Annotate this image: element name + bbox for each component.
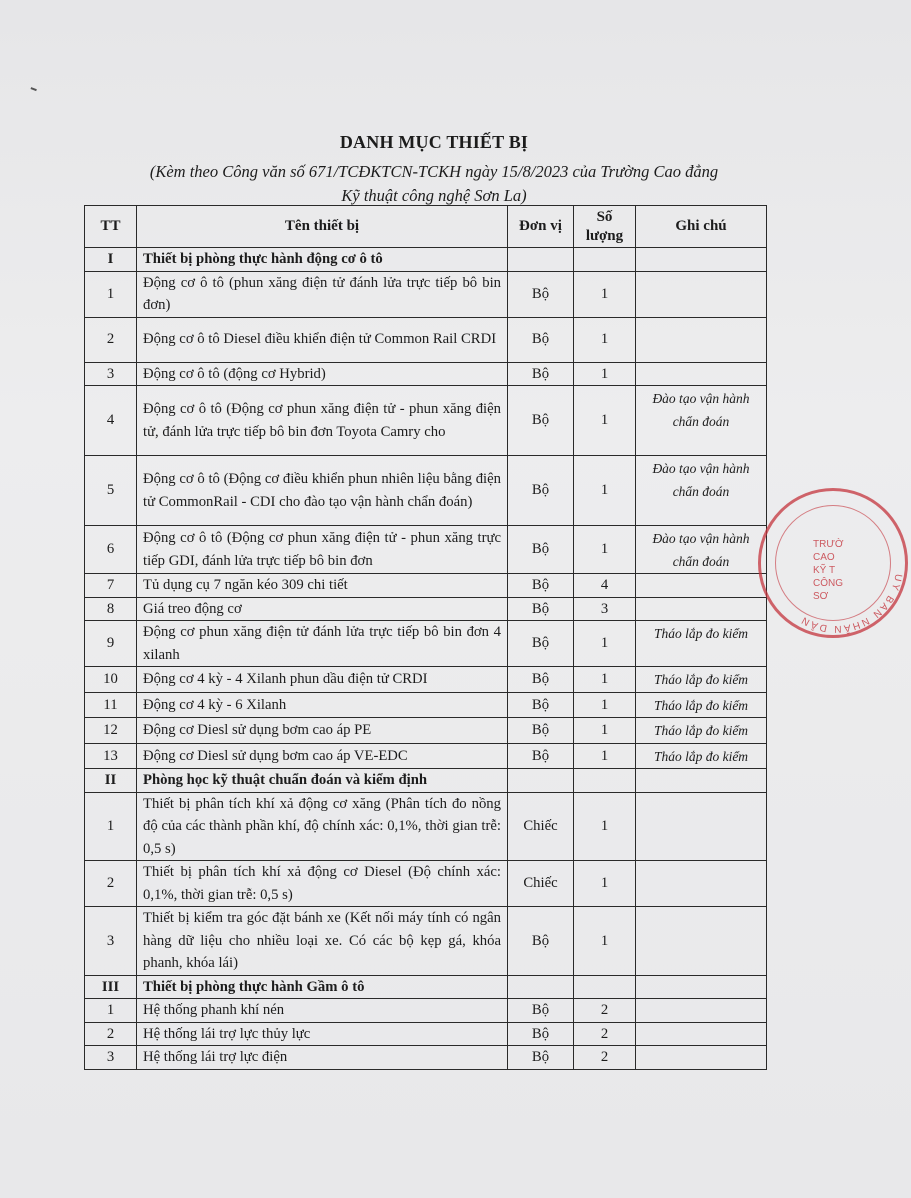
cell-tt: 10 <box>85 667 137 693</box>
table-row <box>85 743 767 769</box>
cell-note <box>636 792 767 861</box>
cell-tt: 4 <box>85 386 137 456</box>
cell-name: Hệ thống lái trợ lực điện <box>137 1046 508 1070</box>
cell-unit: Bộ <box>508 317 574 362</box>
cell-note <box>636 248 767 272</box>
cell-tt: 2 <box>85 861 137 907</box>
seal-graphic <box>761 491 911 641</box>
cell-name: Động cơ Diesl sử dụng bơm cao áp VE-EDC <box>137 743 508 769</box>
cell-unit: Bộ <box>508 1046 574 1070</box>
cell-unit: Bộ <box>508 597 574 621</box>
cell-qty <box>574 248 636 272</box>
cell-tt: I <box>85 248 137 272</box>
cell-unit: Bộ <box>508 718 574 744</box>
cell-name: Thiết bị phân tích khí xả động cơ xăng (Phân tích đo nồng độ của các thành phần khí, độ chính xác: 0,1%, thời gian trễ: 0,5 s) <box>137 792 508 861</box>
cell-note: Đào tạo vận hành chẩn đoán <box>636 526 767 574</box>
equipment-table <box>84 205 767 1070</box>
table-row <box>85 574 767 598</box>
cell-name: Hệ thống phanh khí nén <box>137 999 508 1023</box>
seal-center-line: SƠ <box>813 591 829 602</box>
cell-qty: 1 <box>574 526 636 574</box>
cell-qty: 2 <box>574 999 636 1023</box>
cell-note: Đào tạo vận hành chẩn đoán <box>636 386 767 456</box>
document-title: DANH MỤC THIẾT BỊ <box>339 132 529 152</box>
cell-qty: 1 <box>574 362 636 386</box>
cell-qty: 1 <box>574 621 636 667</box>
cell-unit: Bộ <box>508 456 574 526</box>
table-body <box>85 248 767 1070</box>
cell-unit: Bộ <box>508 526 574 574</box>
seal-center-line: CAO <box>813 552 835 563</box>
cell-note <box>636 574 767 598</box>
cell-unit <box>508 975 574 999</box>
cell-name: Động cơ phun xăng điện tử đánh lửa trực tiếp bô bin đơn 4 xilanh <box>137 621 508 667</box>
cell-qty: 1 <box>574 861 636 907</box>
cell-unit: Bộ <box>508 999 574 1023</box>
cell-note <box>636 317 767 362</box>
table-row <box>85 1022 767 1046</box>
table-row <box>85 621 767 667</box>
table-row <box>85 999 767 1023</box>
cell-note <box>636 861 767 907</box>
cell-qty: 2 <box>574 1046 636 1070</box>
header-name: Tên thiết bị <box>137 206 508 248</box>
section-row <box>85 769 767 793</box>
cell-tt: III <box>85 975 137 999</box>
table-row <box>85 386 767 456</box>
cell-note <box>636 975 767 999</box>
section-row <box>85 975 767 999</box>
cell-unit: Bộ <box>508 574 574 598</box>
cell-note <box>636 769 767 793</box>
cell-tt: 8 <box>85 597 137 621</box>
cell-name: Động cơ ô tô (Động cơ điều khiển phun nhiên liệu bằng điện tử CommonRail - CDI cho đào tạo vận hành chẩn đoán) <box>137 456 508 526</box>
cell-tt: 6 <box>85 526 137 574</box>
subtitle-line-1: (Kèm theo Công văn số 671/TCĐKTCN-TCKH ngày 15/8/2023 của Trường Cao đẳng <box>149 162 719 181</box>
seal-center-line: TRƯỜ <box>813 539 844 550</box>
table-row <box>85 692 767 718</box>
cell-tt: 1 <box>85 271 137 317</box>
cell-name: Hệ thống lái trợ lực thủy lực <box>137 1022 508 1046</box>
cell-name: Thiết bị phòng thực hành động cơ ô tô <box>137 248 508 272</box>
cell-tt: II <box>85 769 137 793</box>
cell-name: Động cơ ô tô Diesel điều khiển điện tử Common Rail CRDI <box>137 317 508 362</box>
header-note: Ghi chú <box>636 206 767 248</box>
cell-name: Động cơ ô tô (Động cơ phun xăng điện tử - phun xăng điện tử, đánh lửa trực tiếp bô bin đơn Toyota Camry cho <box>137 386 508 456</box>
cell-qty <box>574 769 636 793</box>
cell-tt: 3 <box>85 1046 137 1070</box>
cell-unit: Bộ <box>508 692 574 718</box>
table-row <box>85 667 767 693</box>
cell-unit: Bộ <box>508 667 574 693</box>
cell-name: Tủ dụng cụ 7 ngăn kéo 309 chi tiết <box>137 574 508 598</box>
header-qty-line-1: Số <box>596 208 613 225</box>
cell-qty: 1 <box>574 718 636 744</box>
cell-unit <box>508 769 574 793</box>
header-tt: TT <box>85 206 137 248</box>
cell-name: Thiết bị phòng thực hành Gầm ô tô <box>137 975 508 999</box>
table-row <box>85 597 767 621</box>
table-row <box>85 861 767 907</box>
cell-tt: 3 <box>85 907 137 976</box>
table-row <box>85 456 767 526</box>
cell-note <box>636 907 767 976</box>
cell-name: Động cơ ô tô (động cơ Hybrid) <box>137 362 508 386</box>
cell-tt: 12 <box>85 718 137 744</box>
cell-note: Tháo lắp đo kiểm <box>636 743 767 769</box>
cell-qty: 3 <box>574 597 636 621</box>
cell-note: Tháo lắp đo kiểm <box>636 621 767 667</box>
cell-name: Thiết bị phân tích khí xả động cơ Diesel (Độ chính xác: 0,1%, thời gian trễ: 0,5 s) <box>137 861 508 907</box>
cell-qty: 1 <box>574 317 636 362</box>
cell-tt: 1 <box>85 792 137 861</box>
cell-unit: Bộ <box>508 907 574 976</box>
cell-note: Tháo lắp đo kiểm <box>636 718 767 744</box>
cell-name: Động cơ ô tô (phun xăng điện tử đánh lửa trực tiếp bô bin đơn) <box>137 271 508 317</box>
cell-note: Tháo lắp đo kiểm <box>636 667 767 693</box>
cell-tt: 5 <box>85 456 137 526</box>
cell-qty: 1 <box>574 271 636 317</box>
cell-qty: 1 <box>574 456 636 526</box>
seal-ring-text: UY BAN NHÂN DÂN <box>798 572 904 635</box>
cell-name: Động cơ ô tô (Động cơ phun xăng điện tử - phun xăng trực tiếp GDI, đánh lửa trực tiếp bô bin đơn <box>137 526 508 574</box>
document-subtitle <box>84 160 784 208</box>
cell-note <box>636 999 767 1023</box>
svg-text:UY BAN NHÂN DÂN <box>798 573 903 636</box>
cell-qty <box>574 975 636 999</box>
cell-qty: 1 <box>574 743 636 769</box>
cell-unit: Bộ <box>508 271 574 317</box>
cell-qty: 1 <box>574 667 636 693</box>
cell-qty: 1 <box>574 792 636 861</box>
cell-unit: Bộ <box>508 743 574 769</box>
header-row <box>85 206 767 248</box>
cell-note <box>636 597 767 621</box>
table-row <box>85 317 767 362</box>
cell-name: Phòng học kỹ thuật chuẩn đoán và kiểm định <box>137 769 508 793</box>
cell-note: Tháo lắp đo kiểm <box>636 692 767 718</box>
cell-tt: 2 <box>85 317 137 362</box>
cell-unit: Chiếc <box>508 861 574 907</box>
cell-unit: Bộ <box>508 362 574 386</box>
cell-name: Động cơ Diesl sử dụng bơm cao áp PE <box>137 718 508 744</box>
cell-name: Động cơ 4 kỳ - 6 Xilanh <box>137 692 508 718</box>
subtitle-line-2: Kỹ thuật công nghệ Sơn La) <box>341 186 527 205</box>
cell-qty: 1 <box>574 692 636 718</box>
cell-note <box>636 271 767 317</box>
cell-tt: 3 <box>85 362 137 386</box>
cell-note: Đào tạo vận hành chẩn đoán <box>636 456 767 526</box>
table-row <box>85 271 767 317</box>
table-row <box>85 718 767 744</box>
table-row <box>85 792 767 861</box>
cell-tt: 2 <box>85 1022 137 1046</box>
cell-name: Động cơ 4 kỳ - 4 Xilanh phun dầu điện tử CRDI <box>137 667 508 693</box>
cell-name: Thiết bị kiểm tra góc đặt bánh xe (Kết nối máy tính có ngân hàng dữ liệu cho nhiều loại xe. Có các bộ kẹp gá, khóa phanh, khóa lái) <box>137 907 508 976</box>
cell-note <box>636 1046 767 1070</box>
cell-tt: 1 <box>85 999 137 1023</box>
section-row <box>85 248 767 272</box>
cell-name: Giá treo động cơ <box>137 597 508 621</box>
cell-qty: 4 <box>574 574 636 598</box>
stray-mark <box>29 87 37 95</box>
table-row <box>85 362 767 386</box>
cell-tt: 9 <box>85 621 137 667</box>
cell-unit: Chiếc <box>508 792 574 861</box>
cell-qty: 2 <box>574 1022 636 1046</box>
cell-tt: 7 <box>85 574 137 598</box>
cell-note <box>636 1022 767 1046</box>
cell-qty: 1 <box>574 907 636 976</box>
header-unit: Đơn vị <box>508 206 574 248</box>
cell-unit <box>508 248 574 272</box>
header-qty <box>574 206 636 248</box>
cell-unit: Bộ <box>508 1022 574 1046</box>
table-row <box>85 1046 767 1070</box>
cell-note <box>636 362 767 386</box>
cell-unit: Bộ <box>508 386 574 456</box>
seal-center-line: KỸ T <box>813 565 836 576</box>
red-seal <box>758 488 908 638</box>
seal-center-line: CÔNG <box>813 578 843 589</box>
cell-tt: 11 <box>85 692 137 718</box>
cell-unit: Bộ <box>508 621 574 667</box>
table-row <box>85 907 767 976</box>
table-row <box>85 526 767 574</box>
cell-qty: 1 <box>574 386 636 456</box>
header-qty-line-2: lượng <box>585 227 624 244</box>
cell-tt: 13 <box>85 743 137 769</box>
